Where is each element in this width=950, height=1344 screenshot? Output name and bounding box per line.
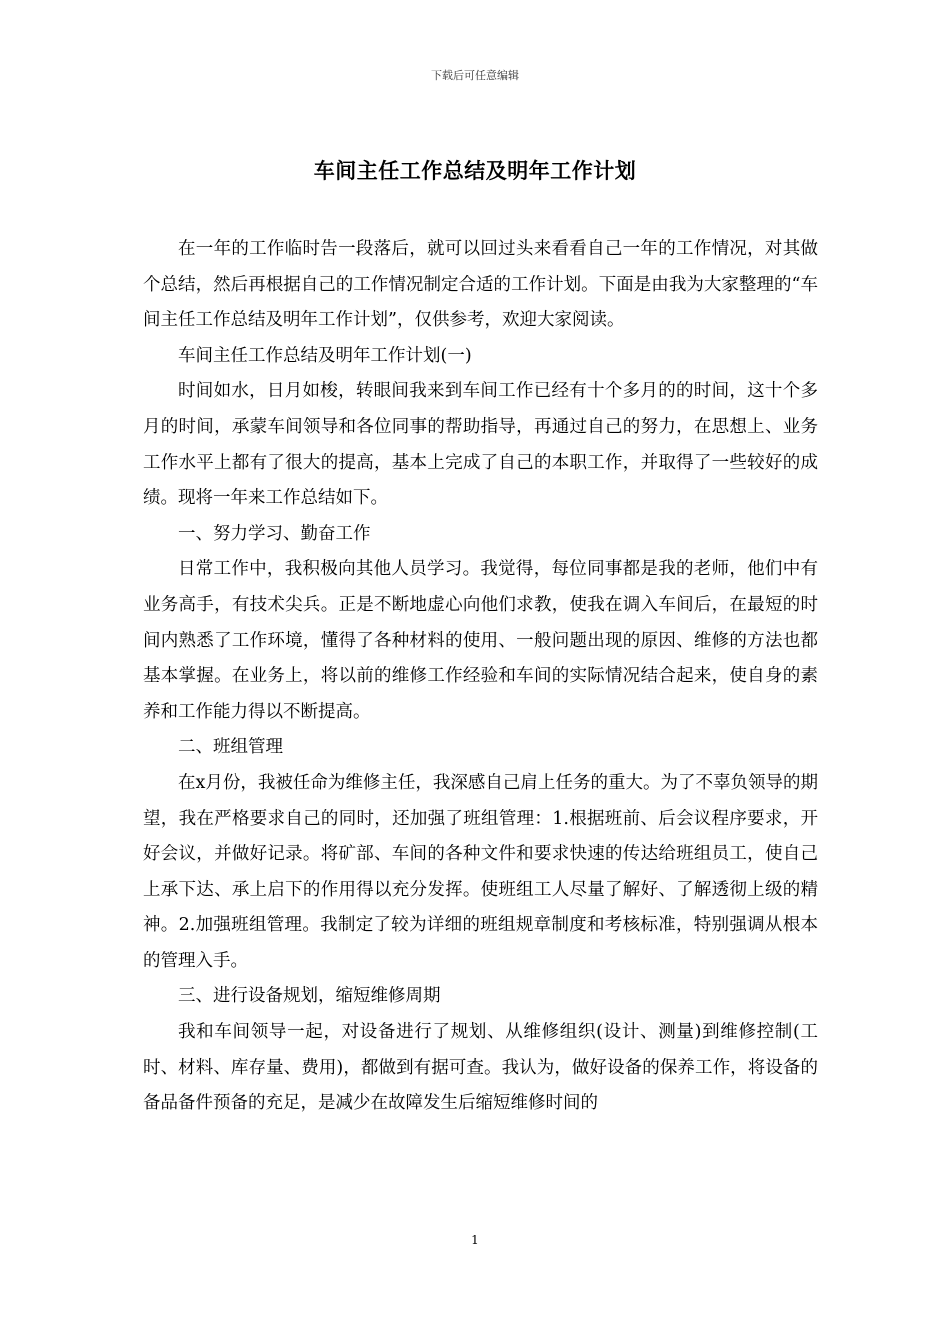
body-paragraph: 我和车间领导一起，对设备进行了规划、从维修组织(设计、测量)到维修控制(工时、材料、库存量、费用)，都做到有据可查。我认为，做好设备的保养工作，将设备的备品备件预备的充足，是减少在故障发生后缩短维修时间的 (143, 1022, 818, 1114)
section-heading-study: 一、努力学习、勤奋工作 (178, 523, 371, 544)
section-heading-team-management: 二、班组管理 (178, 737, 283, 758)
page-number: 1 (471, 1233, 479, 1247)
header-note: 下载后可任意编辑 (431, 69, 519, 82)
document-body (143, 232, 818, 1122)
body-paragraph: 时间如水，日月如梭，转眼间我来到车间工作已经有十个多月的的时间，这十个多月的时间，承蒙车间领导和各位同事的帮助指导，再通过自己的努力，在思想上、业务工作水平上都有了很大的提高，基本上完成了自己的本职工作，并取得了一些较好的成绩。现将一年来工作总结如下。 (143, 381, 818, 509)
body-paragraph: 在x月份，我被任命为维修主任，我深感自己肩上任务的重大。为了不辜负领导的期望，我在严格要求自己的同时，还加强了班组管理：1.根据班前、后会议程序要求，开好会议，并做好记录。将矿部、车间的各种文件和要求快速的传达给班组员工，使自己上承下达、承上启下的作用得以充分发挥。使班组工人尽量了解好、了解透彻上级的精神。2.加强班组管理。我制定了较为详细的班组规章制度和考核标准，特别强调从根本的管理入手。 (143, 772, 818, 971)
document-title: 车间主任工作总结及明年工作计划 (313, 158, 637, 183)
body-paragraph: 日常工作中，我积极向其他人员学习。我觉得，每位同事都是我的老师，他们中有业务高手，有技术尖兵。正是不断地虚心向他们求教，使我在调入车间后，在最短的时间内熟悉了工作环境，懂得了各种材料的使用、一般问题出现的原因、维修的方法也都基本掌握。在业务上，将以前的维修工作经验和车间的实际情况结合起来，使自身的素养和工作能力得以不断提高。 (143, 559, 818, 722)
intro-paragraph: 在一年的工作临时告一段落后，就可以回过头来看看自己一年的工作情况，对其做个总结，然后再根据自己的工作情况制定合适的工作计划。下面是由我为大家整理的“车间主任工作总结及明年工作计划”，仅供参考，欢迎大家阅读。 (143, 239, 818, 331)
section-heading-equipment-planning: 三、进行设备规划，缩短维修周期 (178, 986, 441, 1007)
section-heading-part-one: 车间主任工作总结及明年工作计划(一) (178, 345, 472, 366)
